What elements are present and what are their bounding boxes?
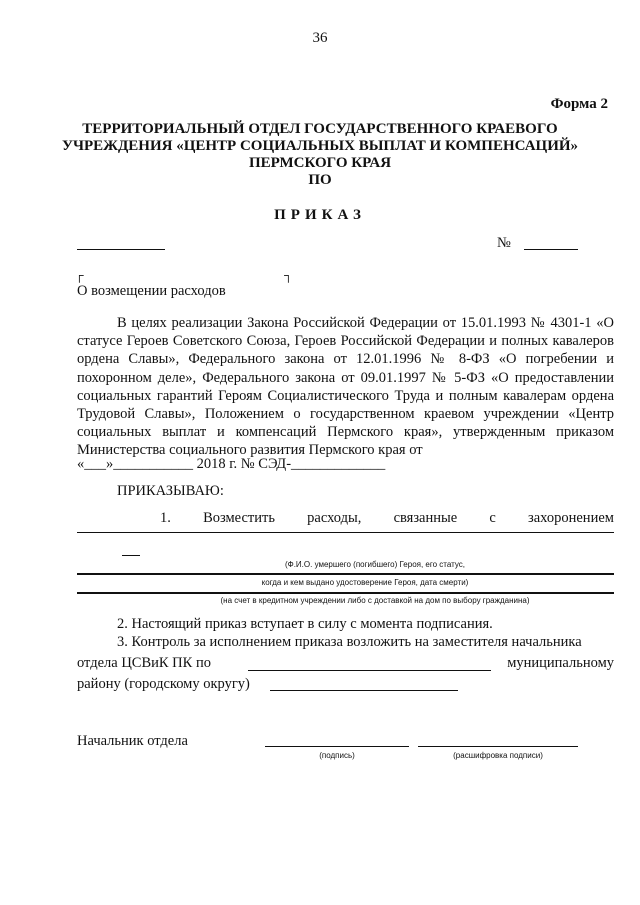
item-1-word: Возместить — [203, 510, 275, 526]
header-line-2: УЧРЕЖДЕНИЯ «ЦЕНТР СОЦИАЛЬНЫХ ВЫПЛАТ И КОМПЕНСАЦИЙ» — [61, 138, 579, 154]
corner-bracket-right: ┐ — [284, 268, 293, 282]
district-fill-line-2 — [270, 690, 458, 691]
item-1-text — [160, 510, 614, 527]
header-line-3: ПЕРМСКОГО КРАЯ — [248, 155, 392, 171]
signature-decode-caption: (расшифровка подписи) — [453, 751, 543, 760]
preamble-date-line: «___»___________ 2018 г. № СЭД-_____________ — [77, 456, 386, 472]
item-1-word: захоронением — [528, 510, 614, 526]
signature-line — [265, 746, 409, 747]
organization-header — [60, 121, 580, 189]
fill-line-3 — [77, 592, 614, 594]
order-date-field — [77, 249, 165, 250]
caption-hero-name: (Ф.И.О. умершего (погибшего) Героя, его статус, — [284, 560, 466, 569]
caption-certificate: когда и кем выдано удостоверение Героя, дата смерти) — [261, 578, 469, 587]
page-number: 36 — [312, 30, 328, 46]
order-subject: О возмещении расходов — [77, 283, 226, 299]
item-1-word: расходы, — [307, 510, 362, 526]
preamble-body: В целях реализации Закона Российской Федерации от 15.01.1993 № 4301-1 «О статусе Героев Советского Союза, Героев Российской Федерации и полных кавалеров ордена Славы», Федерального закона от 12.01.1996 № 8-ФЗ «О погребении и похоронном деле», Федерального закона от 09.01.1997 № 5-ФЗ «О предоставлении социальных гарантий Героям Социалистического Труда и полным кавалерам ордена Трудовой Славы», Положением о государственном краевом учреждении «Центр социальных выплат и компенсаций Пермского края», утвержденным приказом Министерства социального развития Пермского края от — [77, 315, 614, 459]
order-number-field — [524, 249, 578, 250]
preamble-text — [77, 314, 614, 460]
item-3-line-1: 3. Контроль за исполнением приказа возложить на заместителя начальника — [117, 634, 582, 650]
number-label: № — [497, 235, 511, 251]
item-1-word: связанные — [393, 510, 458, 526]
header-line-1: ТЕРРИТОРИАЛЬНЫЙ ОТДЕЛ ГОСУДАРСТВЕННОГО КРАЕВОГО — [82, 121, 558, 137]
header-line-4: ПО — [308, 172, 332, 188]
item-2-text: 2. Настоящий приказ вступает в силу с момента подписания. — [117, 616, 493, 632]
fill-line-1 — [77, 532, 614, 533]
order-word: ПРИКАЗЫВАЮ: — [117, 483, 224, 499]
item-3-line-2b: муниципальному — [507, 655, 614, 671]
item-3-line-2a: отдела ЦСВиК ПК по — [77, 655, 211, 671]
fill-line-2 — [77, 573, 614, 575]
signature-decode-line — [418, 746, 578, 747]
corner-bracket-left: ┌ — [75, 268, 84, 282]
order-title: ПРИКАЗ — [274, 207, 366, 223]
dash-mark — [122, 555, 140, 556]
item-3-line-3: району (городскому округу) — [77, 676, 250, 692]
signature-title: Начальник отдела — [77, 733, 188, 749]
form-label: Форма 2 — [550, 96, 608, 112]
item-1-word: с — [489, 510, 496, 526]
district-fill-line — [248, 670, 491, 671]
signature-caption: (подпись) — [319, 751, 355, 760]
item-1-word: 1. — [160, 510, 171, 526]
caption-payment-method: (на счет в кредитном учреждении либо с доставкой на дом по выбору гражданина) — [220, 596, 530, 605]
